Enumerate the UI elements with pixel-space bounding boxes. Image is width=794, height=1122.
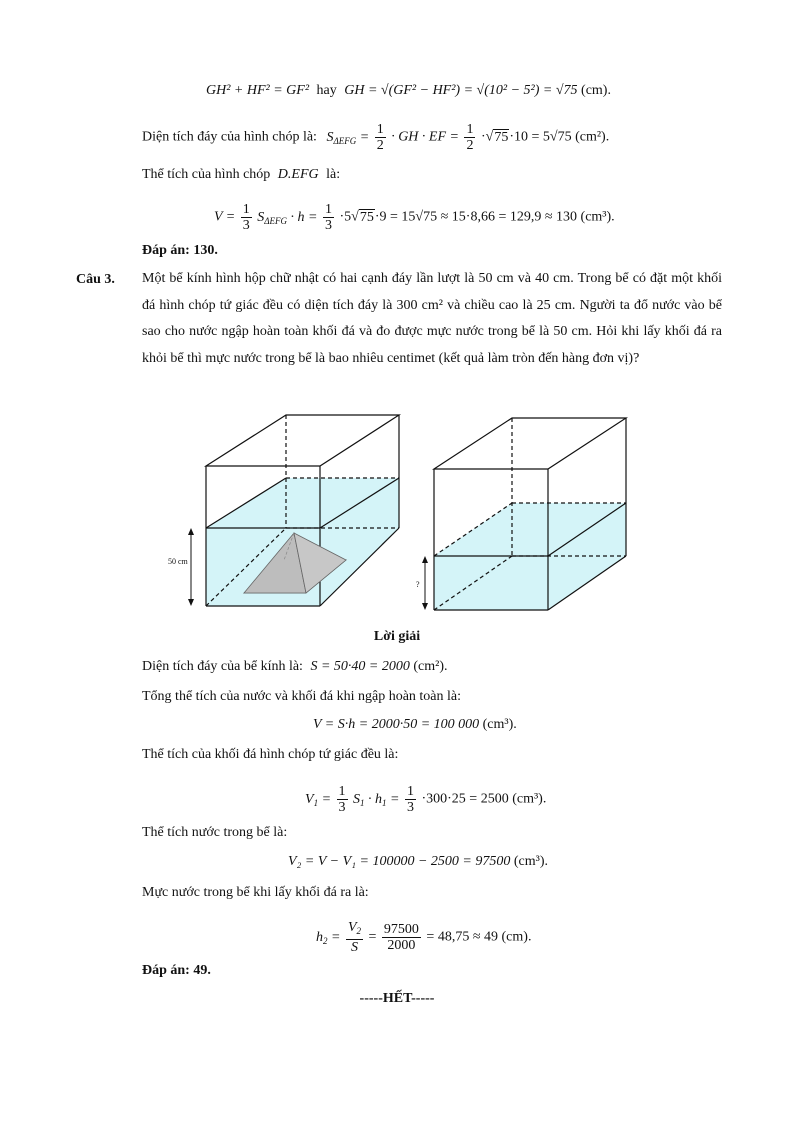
s2-eq: V = S·h = 2000·50 = 100 000 xyxy=(313,717,480,732)
s2-label: Tổng thể tích của nước và khối đá khi ngập hoàn toàn là: xyxy=(142,689,462,704)
s5-unit: (cm). xyxy=(501,929,532,945)
s4-eq-line xyxy=(288,853,548,871)
s4-unit: (cm³). xyxy=(513,854,548,869)
s5-value: = 48,75 ≈ 49 xyxy=(426,929,499,945)
unit-cm3: (cm³). xyxy=(580,209,615,225)
word-hay: hay xyxy=(316,83,337,98)
question-label: Câu 3. xyxy=(76,272,115,287)
base-area-line: Diện tích đáy của hình chóp là: $S_{\Delta EFG}$ = $\frac{1}{2}$ · GH · EF = $\frac{1}{2}$ ·√75·10 = 5√75 (cm²). xyxy=(142,122,610,153)
s2-unit: (cm³). xyxy=(482,717,517,732)
s1-eq: S = 50·40 = 2000 xyxy=(310,659,410,674)
solution-title: Lời giải xyxy=(373,629,421,644)
pythagoras-eq: GH² + HF² = GF² xyxy=(206,83,310,98)
s3-value: ·300·25 = 2500 xyxy=(421,791,509,807)
volume-label: Thể tích của hình chóp xyxy=(142,167,271,182)
base-area-value: = 5√75 xyxy=(531,129,572,145)
s5-den: 2000 xyxy=(387,938,416,953)
volume-suffix: là: xyxy=(326,167,341,182)
s5-num: 97500 xyxy=(383,922,419,937)
answer-49: Đáp án: 49. xyxy=(142,963,211,978)
s1-line xyxy=(142,658,447,676)
height-label-50cm: 50 cm xyxy=(168,557,188,566)
s4-label: Thể tích nước trong bể là: xyxy=(142,825,288,840)
volume-value: = 15√75 ≈ 15·8,66 = 129,9 ≈ 130 xyxy=(390,209,578,225)
end-mark: -----HẾT----- xyxy=(359,991,435,1006)
base-area-label: Diện tích đáy của hình chóp là: xyxy=(142,129,317,145)
volume-eq: V = $\frac{1}{3}$ $S_{\Delta EFG} \cdot h$ = $\frac{1}{3}$ ·5√75·9 = 15√75 ≈ 15·8,66 = 129,9 ≈ 130 (cm³). xyxy=(214,202,615,233)
left-top-face xyxy=(206,415,399,466)
pyramid-name: D.EFG xyxy=(277,167,319,182)
s4-eq: V₂ = V − V₁ = 100000 − 2500 = 97500 xyxy=(288,854,511,869)
s1-label: Diện tích đáy của bể kính là: xyxy=(142,659,303,674)
answer-130: Đáp án: 130. xyxy=(142,243,218,258)
s1-unit: (cm²). xyxy=(413,659,448,674)
question-text: Một bể kính hình hộp chữ nhật có hai cạnh đáy lần lượt là 50 cm và 40 cm. Trong bể có đặt một khối đá hình chóp tứ giác đều có diện tích đáy là 300 cm² và chiều cao là 25 cm. Người ta đổ nước vào bể sao cho nước ngập hoàn toàn khối đá và đo được mực nước trong bể là 50 cm. Hỏi khi lấy khối đá ra khỏi bể thì mực nước trong bể là bao nhiêu centimet (kết quả làm tròn đến hàng đơn vị)? xyxy=(142,271,722,366)
s3-label: Thể tích của khối đá hình chóp tứ giác đều là: xyxy=(142,747,399,762)
s5-eq-line: $h_2$ = $\frac{V_2}{S}$ = $\frac{97500}{2000}$ = 48,75 ≈ 49 (cm). xyxy=(316,920,532,955)
s2-eq-line xyxy=(313,716,517,734)
height-label-unknown: ? xyxy=(416,580,420,589)
s5-label: Mực nước trong bể khi lấy khối đá ra là: xyxy=(142,885,369,900)
unit-cm: (cm). xyxy=(581,83,611,98)
gh-value: GH = √(GF² − HF²) = √(10² − 5²) = √75 xyxy=(344,83,578,98)
unit-cm2: (cm²). xyxy=(575,129,610,145)
s3-eq-line: $V_1$ = $\frac{1}{3}$ $S_1 \cdot h_1$ = $\frac{1}{3}$ ·300·25 = 2500 (cm³). xyxy=(305,784,547,815)
right-top-face xyxy=(434,418,626,469)
s3-unit: (cm³). xyxy=(512,791,547,807)
